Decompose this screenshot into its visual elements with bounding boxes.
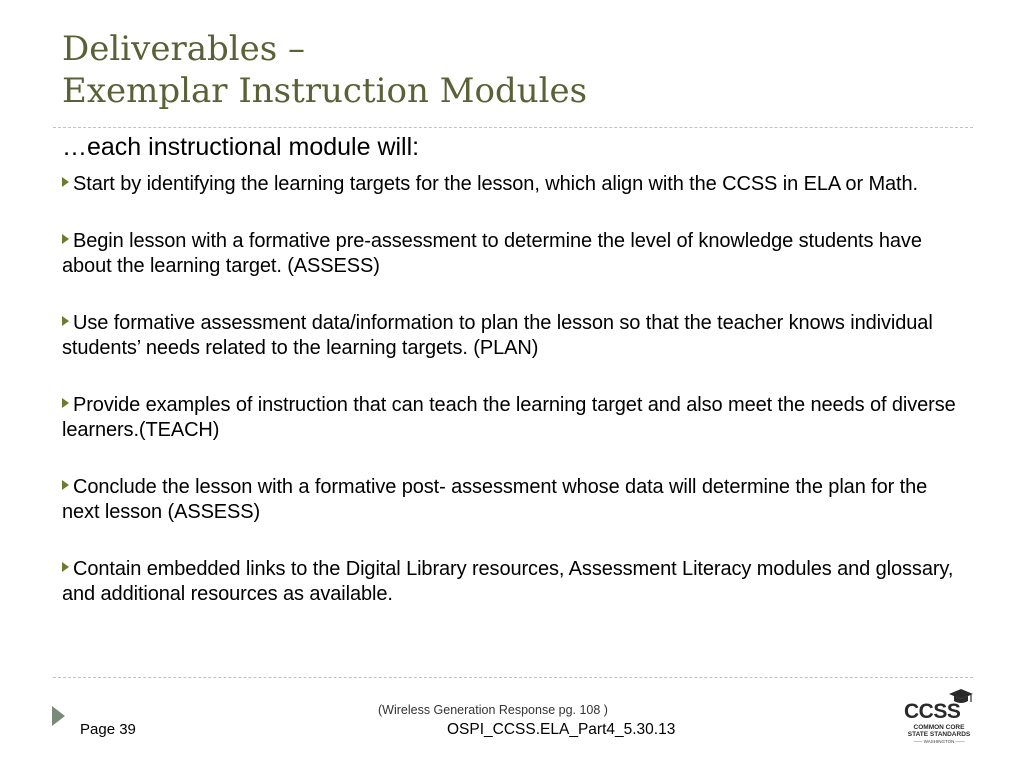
bullet-item	[62, 393, 957, 443]
slide-title-line1: Deliverables –	[62, 29, 305, 69]
bullet-item	[62, 557, 957, 607]
logo-line2: STATE STANDARDS	[907, 731, 971, 738]
bullet-item	[62, 229, 957, 279]
play-arrow-icon[interactable]	[52, 706, 65, 726]
bullet-text: Use formative assessment data/information to plan the lesson so that the teacher knows individual students’ needs related to the learning targets. (PLAN)	[62, 312, 933, 359]
citation: (Wireless Generation Response pg. 108 )	[378, 703, 608, 717]
slide-title	[62, 28, 962, 112]
logo-mark: CCSS	[904, 700, 961, 723]
bullet-text: Start by identifying the learning targets for the lesson, which align with the CCSS in ELA or Math.	[73, 173, 918, 195]
triangle-right-icon	[62, 398, 69, 408]
triangle-right-icon	[62, 177, 69, 187]
bullet-text: Conclude the lesson with a formative post- assessment whose data will determine the plan for the next lesson (ASSESS)	[62, 476, 928, 523]
bullet-item	[62, 475, 957, 525]
triangle-right-icon	[62, 234, 69, 244]
triangle-right-icon	[62, 562, 69, 572]
triangle-right-icon	[62, 316, 69, 326]
bullet-text: Provide examples of instruction that can teach the learning target and also meet the needs of diverse learners.(TEACH)	[62, 394, 956, 441]
bullet-item	[62, 311, 957, 361]
bullet-list	[62, 172, 957, 639]
top-divider	[53, 127, 973, 128]
page-number: Page 39	[80, 721, 136, 738]
triangle-right-icon	[62, 480, 69, 490]
bullet-text: Begin lesson with a formative pre-assessment to determine the level of knowledge students have about the learning target. (ASSESS)	[62, 230, 922, 277]
ccss-logo	[900, 688, 980, 748]
bullet-item	[62, 172, 957, 197]
document-id: OSPI_CCSS.ELA_Part4_5.30.13	[447, 721, 676, 738]
bullet-text: Contain embedded links to the Digital Library resources, Assessment Literacy modules and glossary, and additional resources as available.	[62, 558, 954, 605]
logo-line3: —— WASHINGTON ——	[913, 739, 965, 744]
bottom-divider	[53, 677, 973, 678]
lead-text: …each instructional module will:	[62, 133, 420, 161]
logo-line1: COMMON CORE	[913, 724, 965, 731]
slide-title-line2: Exemplar Instruction Modules	[62, 71, 588, 111]
